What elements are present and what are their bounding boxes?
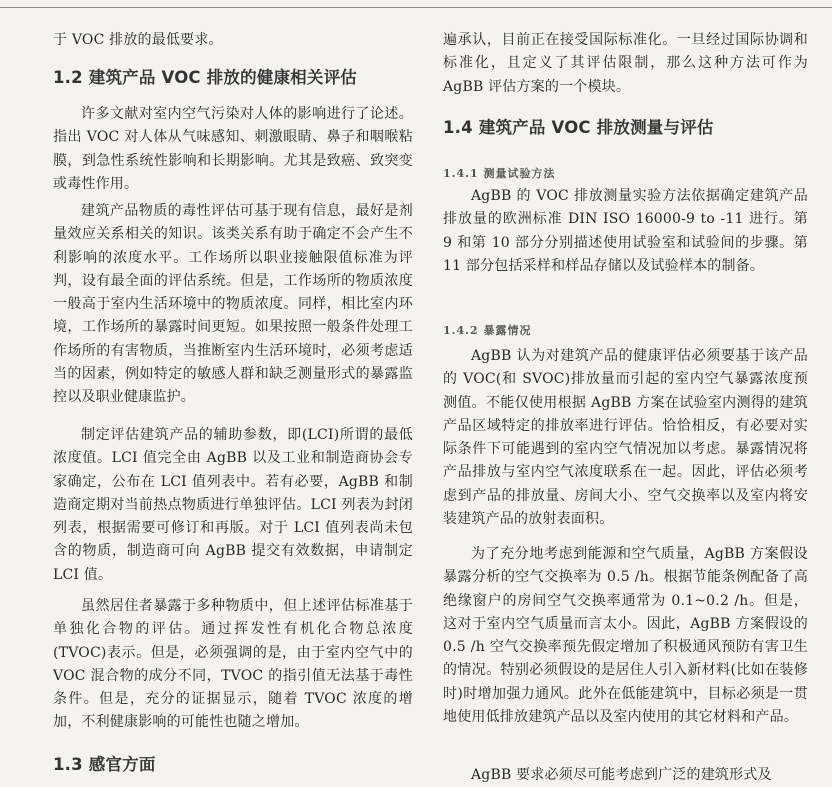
left-para-4: 虽然居住者暴露于多种物质中，但上述评估标准基于单独化合物的评估。通过挥发性有机化合物总浓度(TVOC)表示。但是，必须强调的是，由于室内空气中的 VOC 混合物的成分不同，TVOC 的指引值无法基于毒性条件。但是，充分的证据显示，随着 TVOC 浓度的增加，不利健康影响的可能性也随之增加。 xyxy=(53,598,413,731)
subsection-heading-1-4-2: 1.4.2 暴露情况 xyxy=(443,324,532,337)
left-para-1: 许多文献对室内空气污染对人体的影响进行了论述。指出 VOC 对人体从气味感知、刺激眼睛、鼻子和咽喉粘膜，到急性系统性影响和长期影响。尤其是致癌、致突变或毒性作用。 xyxy=(53,106,413,192)
right-para-3: 为了充分地考虑到能源和空气质量，AgBB 方案假设暴露分析的空气交换率为 0.5 /h。根据节能条例配备了高绝缘窗户的房间空气交换率通常为 0.1~0.2 /h。但是，这对于室内空气质量而言太小。因此，AgBB 方案假设的 0.5 /h 空气交换率预先假定增加了积极通风预防有害卫生的情况。特别必须假设的是居住人引入新材料(比如在装修时)时增加强力通风。此外在低能建筑中，目标必须是一贯地使用低排放建筑产品以及室内使用的其它材料和产品。 xyxy=(443,546,808,726)
section-heading-1-4: 1.4 建筑产品 VOC 排放测量与评估 xyxy=(443,118,714,137)
right-para-2: AgBB 认为对建筑产品的健康评估必须要基于该产品的 VOC(和 SVOC)排放量而引起的室内空气暴露浓度预测值。不能仅使用根据 AgBB 方案在试验室内测得的建筑产品区域特定的排放率进行评估。恰恰相反，有必要对实际条件下可能遇到的室内空气情况加以考虑。暴露情况将产品排放与室内空气浓度联系在一起。因此，评估必须考虑到产品的排放量、房间大小、空气交换率以及室内将安装建筑产品的放射表面积。 xyxy=(443,348,808,528)
section-heading-1-2: 1.2 建筑产品 VOC 排放的健康相关评估 xyxy=(53,68,357,87)
section-heading-1-3: 1.3 感官方面 xyxy=(53,755,156,774)
right-para-1: AgBB 的 VOC 排放测量实验方法依据确定建筑产品排放量的欧洲标准 DIN ISO 16000-9 to -11 进行。第 9 和第 10 部分分别描述使用试验室和试验间的步骤。第 11 部分包括采样和样品存储以及试验样本的制备。 xyxy=(443,188,808,274)
left-para-continued: 于 VOC 排放的最低要求。 xyxy=(53,32,223,48)
right-para-4: AgBB 要求必须尽可能考虑到广泛的建筑形式及 xyxy=(471,767,772,783)
left-para-2: 建筑产品物质的毒性评估可基于现有信息，最好是剂量效应关系相关的知识。该类关系有助于确定不会产生不利影响的浓度水平。工作场所以职业接触限值标准为评判，设有最全面的评估系统。但是，工作场所的物质浓度一般高于室内生活环境中的物质浓度。同样，相比室内环境，工作场所的暴露时间更短。如果按照一般条件处理工作场所的有害物质，当推断室内生活环境时，必须考虑适当的因素，例如特定的敏感人群和缺乏测量形式的暴露监控以及职业健康监护。 xyxy=(53,203,413,406)
subsection-heading-1-4-1: 1.4.1 测量试验方法 xyxy=(443,167,556,180)
right-para-continued: 遍承认，目前正在接受国际标准化。一旦经过国际协调和标准化，且定义了其评估限制，那么这种方法可作为 AgBB 评估方案的一个模块。 xyxy=(443,32,808,95)
left-para-3: 制定评估建筑产品的辅助参数，即(LCI)所谓的最低浓度值。LCI 值完全由 AgBB 以及工业和制造商协会专家确定，公布在 LCI 值列表中。若有必要，AgBB 和制造商定期对当前热点物质进行单独评估。LCI 列表为封闭列表，根据需要可修订和再版。对于 LCI 值列表尚未包含的物质，制造商可向 AgBB 提交有效数据，申请制定 LCI 值。 xyxy=(53,427,413,583)
header-rule xyxy=(0,7,832,8)
